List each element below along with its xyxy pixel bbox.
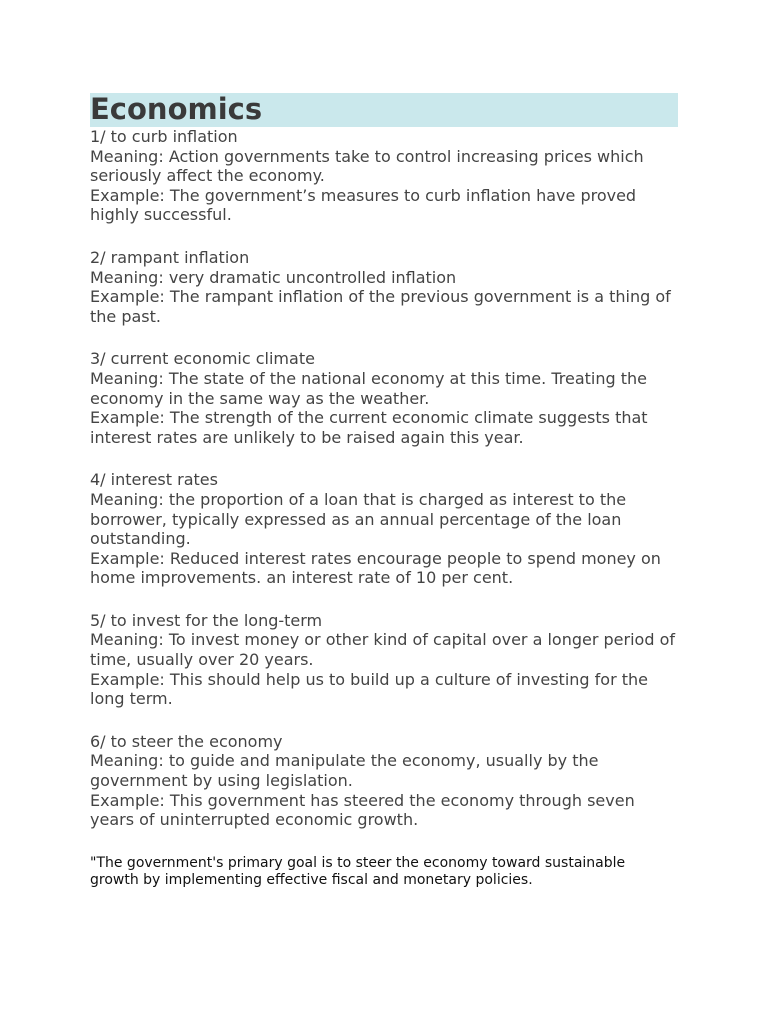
entry-6 bbox=[90, 732, 678, 830]
entry-5 bbox=[90, 611, 678, 709]
entry-example: Example: The strength of the current economic climate suggests that interest rates are unlikely to be raised again this year. bbox=[90, 408, 648, 447]
document-page bbox=[90, 93, 678, 889]
entry-example: Example: Reduced interest rates encourage people to spend money on home improvements. an interest rate of 10 per cent. bbox=[90, 548, 661, 588]
entry-2 bbox=[90, 248, 678, 326]
entry-example: Example: This should help us to build up a culture of investing for the long term. bbox=[90, 669, 648, 709]
entry-example: Example: The government’s measures to curb inflation have proved highly successful. bbox=[90, 185, 637, 225]
entry-term: 1/ to curb inflation bbox=[90, 127, 238, 146]
entry-term: 3/ current economic climate bbox=[90, 349, 315, 369]
entry-example: Example: This government has steered the economy through seven years of uninterrupted economic growth. bbox=[90, 790, 635, 830]
entry-3 bbox=[90, 349, 678, 447]
entry-meaning: Meaning: The state of the national economy at this time. Treating the economy in the same way as the weather. bbox=[90, 368, 647, 408]
entry-term: 4/ interest rates bbox=[90, 470, 218, 490]
entry-1 bbox=[90, 127, 678, 225]
entry-term: 2/ rampant inflation bbox=[90, 247, 250, 267]
entry-4 bbox=[90, 470, 678, 588]
page-title: Economics bbox=[90, 93, 678, 127]
entry-term: 6/ to steer the economy bbox=[90, 731, 283, 751]
entry-example: Example: The rampant inflation of the previous government is a thing of the past. bbox=[90, 287, 671, 326]
entry-term: 5/ to invest for the long-term bbox=[90, 610, 323, 630]
entry-meaning: Meaning: to guide and manipulate the economy, usually by the government by using legislation. bbox=[90, 751, 599, 791]
entry-meaning: Meaning: To invest money or other kind of capital over a longer period of time, usually over 20 years. bbox=[90, 630, 675, 670]
entry-meaning: Meaning: very dramatic uncontrolled inflation bbox=[90, 267, 457, 287]
entry-meaning: Meaning: the proportion of a loan that is charged as interest to the borrower, typically expressed as an annual percentage of the loan outstanding. bbox=[90, 489, 627, 549]
closing-quote: "The government's primary goal is to steer the economy toward sustainable growth by implementing effective fiscal and monetary policies. bbox=[90, 854, 626, 888]
entry-meaning: Meaning: Action governments take to control increasing prices which seriously affect the economy. bbox=[90, 146, 644, 186]
